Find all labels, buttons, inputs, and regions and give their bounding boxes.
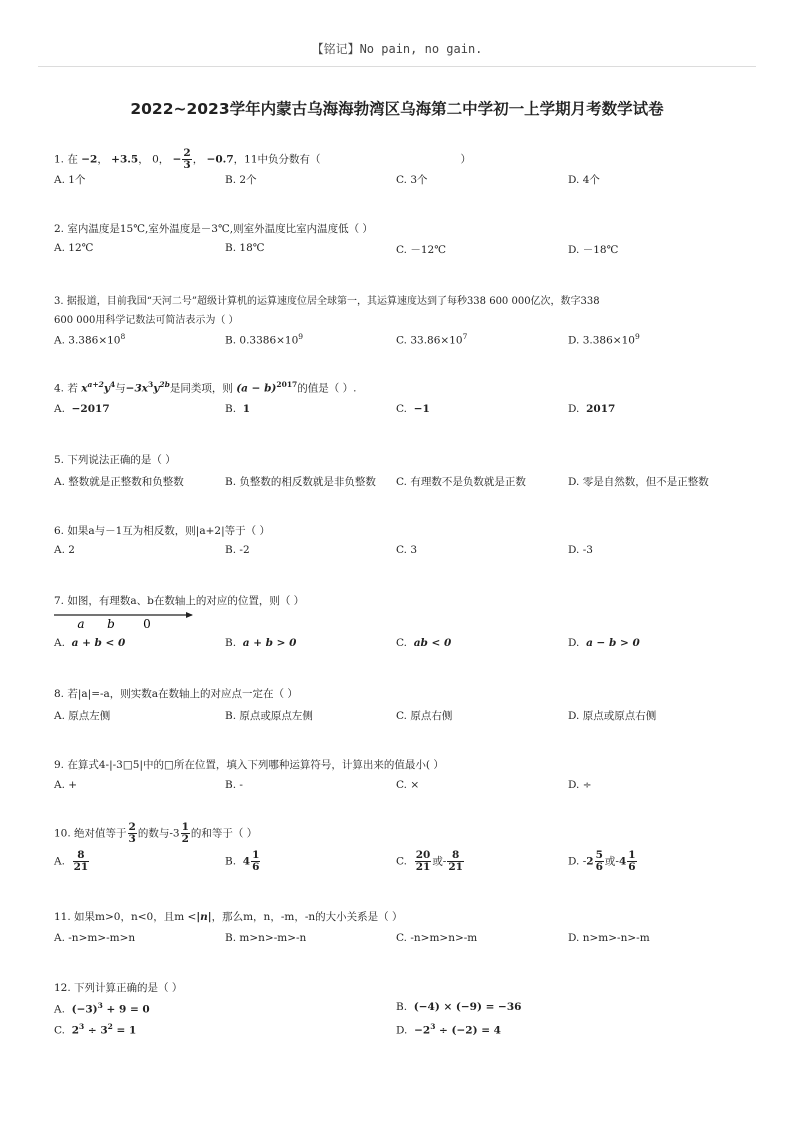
q5-option-a: A. 整数就是正整数和负整数 [54, 476, 184, 488]
q4-text-d: 的值是（ ）. [297, 382, 357, 395]
q11-option-b: B. m>n>-m>-n [225, 932, 307, 944]
q10-text-b: 的数与-3 [137, 827, 180, 840]
q10-d-fraction-1 [595, 850, 604, 873]
q3-option-b [225, 332, 303, 347]
q12-d-label: D. [396, 1024, 408, 1037]
question-12-stem: 12. 下列计算正确的是（ ） [54, 982, 183, 994]
q9-option-b: B. - [225, 779, 243, 791]
q1-option-a: A. 1个 [54, 174, 86, 186]
q1-num-1: −2 [81, 153, 98, 166]
q7-b-value: a + b > 0 [242, 637, 297, 649]
q4-text-a: 4. 若 [54, 382, 78, 395]
q4-text-b: 与 [115, 382, 126, 395]
q12-c-exp1: 3 [79, 1022, 85, 1031]
q12-option-a [54, 1001, 150, 1016]
q4-term2-exp: 3 [148, 380, 154, 389]
q12-option-b [396, 1001, 521, 1013]
q2-option-d: D. －18℃ [568, 244, 619, 256]
q1-text-b: 11中负分数有（ [244, 153, 321, 166]
q1-fraction [182, 148, 191, 171]
q12-d-base1: −2 [414, 1024, 431, 1037]
q5-option-c: C. 有理数不是负数就是正数 [396, 476, 526, 488]
q3-a-exp: 8 [120, 332, 126, 341]
q10-fraction-1 [128, 822, 137, 845]
q4-term3: (a − b) [236, 382, 277, 395]
q10-f1-num: 2 [128, 821, 136, 833]
q3-c-base: C. 33.86×10 [396, 334, 463, 347]
q12-c-exp2: 2 [107, 1022, 113, 1031]
question-11-stem [54, 909, 402, 924]
q6-option-b: B. -2 [225, 544, 250, 556]
q8-option-a: A. 原点左侧 [54, 710, 111, 722]
question-5-stem: 5. 下列说法正确的是（ ） [54, 454, 176, 466]
q10-text-a: 10. 绝对值等于 [54, 827, 127, 840]
q10-a-num: 8 [73, 850, 90, 862]
question-4-stem [54, 380, 356, 396]
q7-d-value: a − b > 0 [586, 637, 640, 649]
q1-frac-sign: − [172, 153, 182, 166]
q4-option-c [396, 403, 430, 415]
q3-b-exp: 9 [298, 332, 304, 341]
q7-a-label: A. [54, 637, 65, 649]
q11-option-c: C. -n>m>n>-m [396, 932, 478, 944]
number-line-label-zero: 0 [143, 617, 151, 631]
q3-b-base: B. 0.3386×10 [225, 334, 299, 347]
q4-b-label: B. [225, 403, 237, 415]
q10-d-num2: 1 [628, 849, 636, 861]
q8-option-b: B. 原点或原点左侧 [225, 710, 313, 722]
number-line-arrow [186, 612, 193, 618]
q1-text-a: 1. 在 [54, 153, 78, 166]
q7-c-value: ab < 0 [413, 637, 452, 649]
q10-a-label: A. [54, 855, 65, 868]
q10-d-den2: 6 [628, 861, 636, 874]
question-10-stem [54, 822, 257, 845]
q10-a-den: 21 [73, 861, 89, 874]
q4-a-value: −2017 [71, 403, 110, 415]
number-line-figure [54, 612, 199, 634]
q3-option-c [396, 332, 467, 347]
q3-a-base: A. 3.386×10 [54, 334, 121, 347]
q1-num-5: −0.7 [206, 153, 234, 166]
q5-option-d: D. 零是自然数，但不是正整数 [568, 476, 709, 488]
q12-c-label: C. [54, 1024, 65, 1037]
q10-d-whole1: 2 [586, 855, 594, 868]
q1-text-c: ） [460, 153, 472, 166]
q3-c-exp: 7 [462, 332, 468, 341]
q10-d-fraction-2 [627, 850, 636, 873]
q12-a-label: A. [54, 1003, 65, 1016]
q10-option-c [396, 850, 465, 873]
q3-d-exp: 9 [634, 332, 640, 341]
q10-f2-num: 1 [181, 821, 189, 833]
q10-b-den: 6 [252, 861, 260, 874]
q4-option-a [54, 403, 110, 415]
q11-abs-n: |n| [196, 911, 212, 923]
q10-a-fraction [73, 850, 90, 873]
q10-c-den2: 21 [448, 861, 463, 874]
q4-option-d [568, 403, 615, 415]
q3-option-d [568, 332, 640, 347]
q9-option-a: A. + [54, 779, 78, 791]
q10-d-or: 或- [604, 855, 619, 868]
q4-option-b [225, 403, 250, 415]
question-3-stem-line2: 600 000用科学记数法可简洁表示为（ ） [54, 315, 239, 326]
q10-c-fraction-1 [415, 850, 432, 873]
q2-option-b: B. 18℃ [225, 242, 265, 254]
q10-d-den1: 6 [595, 861, 603, 874]
q10-b-label: B. [225, 855, 237, 868]
page-title: 2022~2023学年内蒙古乌海海勃湾区乌海第二中学初一上学期月考数学试卷 [130, 100, 664, 118]
number-line-label-a: a [77, 617, 85, 631]
q6-option-c: C. 3 [396, 544, 418, 556]
q7-option-a [54, 637, 125, 649]
q10-f1-den: 3 [128, 833, 136, 846]
q7-option-c [396, 637, 451, 649]
q12-b-value: (−4) × (−9) = −36 [413, 1001, 522, 1013]
q4-d-value: 2017 [586, 403, 616, 415]
q10-c-num2: 8 [447, 850, 464, 862]
q8-option-c: C. 原点右侧 [396, 710, 453, 722]
q10-c-den1: 21 [415, 861, 431, 874]
q4-term3-exp: 2017 [276, 380, 298, 389]
q1-option-d: D. 4个 [568, 174, 600, 186]
question-7-stem: 7. 如图，有理数a、b在数轴上的对应的位置，则（ ） [54, 595, 305, 607]
q10-option-a [54, 850, 90, 873]
q1-num-3: 0 [152, 153, 159, 166]
q4-text-c: 是同类项，则 [169, 382, 233, 395]
q4-term1-y: y [103, 382, 110, 395]
q11-option-d: D. n>m>-n>-m [568, 932, 650, 944]
q8-option-d: D. 原点或原点右侧 [568, 710, 657, 722]
q4-term2-yexp: 2b [159, 380, 170, 389]
q10-c-fraction-2 [447, 850, 464, 873]
q1-option-b: B. 2个 [225, 174, 257, 186]
q12-d-exp1: 3 [430, 1022, 436, 1031]
question-1-stem: 1. 在 −2， +3.5， 0， − $\frac{2}{3}$ ， −0.7，11中负分数有（ ） [54, 147, 472, 172]
q12-option-c [54, 1022, 136, 1037]
q7-a-value: a + b < 0 [71, 637, 126, 649]
q1-num-2: +3.5 [111, 153, 139, 166]
q10-b-whole: 4 [242, 855, 251, 868]
q12-option-d [396, 1022, 501, 1037]
q4-term2: −3x [125, 382, 149, 395]
question-3-stem-line1: 3. 据报道，目前我国“天河二号”超级计算机的运算速度位居全球第一，其运算速度达到了每秒338 600 000亿次，数字338 [54, 296, 600, 307]
q4-d-label: D. [568, 403, 580, 415]
q7-b-label: B. [225, 637, 237, 649]
q10-d-label: D. - [568, 855, 587, 868]
q12-a-rest: + 9 = 0 [102, 1003, 150, 1016]
q1-frac-den: 3 [183, 159, 191, 172]
q12-c-base1: 2 [71, 1024, 79, 1037]
q12-c-rest: = 1 [112, 1024, 137, 1037]
q7-c-label: C. [396, 637, 407, 649]
q11-text-a: 11. 如果m>0，n<0，且m < [54, 911, 197, 923]
q7-option-d [568, 637, 640, 649]
q10-b-num: 1 [252, 849, 260, 861]
header-divider [38, 66, 756, 67]
q11-option-a: A. -n>m>-m>n [54, 932, 136, 944]
question-6-stem: 6. 如果a与－1互为相反数，则|a+2|等于（ ） [54, 525, 270, 537]
q4-c-value: −1 [413, 403, 430, 415]
q10-fraction-2 [181, 822, 190, 845]
q10-c-num1: 20 [415, 849, 431, 861]
q11-text-b: ，那么m，n，-m，-n的大小关系是（ ） [211, 911, 403, 923]
question-8-stem: 8. 若|a|=-a，则实数a在数轴上的对应点一定在（ ） [54, 688, 298, 700]
question-2-stem: 2. 室内温度是15℃,室外温度是－3℃,则室外温度比室内温度低（ ） [54, 223, 373, 235]
q9-option-d: D. ÷ [568, 779, 592, 791]
q10-text-c: 的和等于（ ） [190, 827, 258, 840]
q10-c-or: 或- [432, 855, 447, 868]
q2-option-a: A. 12℃ [54, 242, 94, 254]
q10-b-fraction [251, 850, 260, 873]
q12-a-exp: 3 [97, 1001, 103, 1010]
q10-option-d [568, 850, 638, 873]
q10-d-whole2: 4 [618, 855, 627, 868]
q12-d-rest: ÷ (−2) = 4 [435, 1024, 501, 1037]
q1-frac-num: 2 [183, 147, 191, 159]
q4-c-label: C. [396, 403, 407, 415]
q4-a-label: A. [54, 403, 65, 415]
q4-b-value: 1 [242, 403, 251, 415]
q1-option-c: C. 3个 [396, 174, 428, 186]
q10-option-b [225, 850, 261, 873]
q4-term2-y: y [153, 382, 160, 395]
q12-c-mid: ÷ 3 [84, 1024, 108, 1037]
number-line-label-b: b [107, 617, 115, 631]
q3-option-a [54, 332, 125, 347]
q7-option-b [225, 637, 296, 649]
q6-option-d: D. -3 [568, 544, 593, 556]
q4-term1-base: x [81, 382, 88, 395]
q4-term1-yexp: 4 [109, 380, 116, 389]
question-9-stem: 9. 在算式4-|-3□5|中的□所在位置，填入下列哪种运算符号，计算出来的值最小( ） [54, 759, 444, 771]
q10-f2-den: 2 [181, 833, 189, 846]
q10-c-label: C. [396, 855, 407, 868]
q6-option-a: A. 2 [54, 544, 75, 556]
q5-option-b: B. 负整数的相反数就是非负整数 [225, 476, 376, 488]
q4-term1-exp: a+2 [87, 380, 104, 389]
q2-option-c: C. －12℃ [396, 244, 446, 256]
q7-d-label: D. [568, 637, 580, 649]
q10-d-num1: 5 [595, 849, 603, 861]
q3-d-base: D. 3.386×10 [568, 334, 635, 347]
page-header-motto: 【铭记】No pain, no gain. [311, 42, 483, 56]
q9-option-c: C. × [396, 779, 420, 791]
q12-a-base: (−3) [71, 1003, 98, 1016]
q12-b-label: B. [396, 1001, 408, 1013]
